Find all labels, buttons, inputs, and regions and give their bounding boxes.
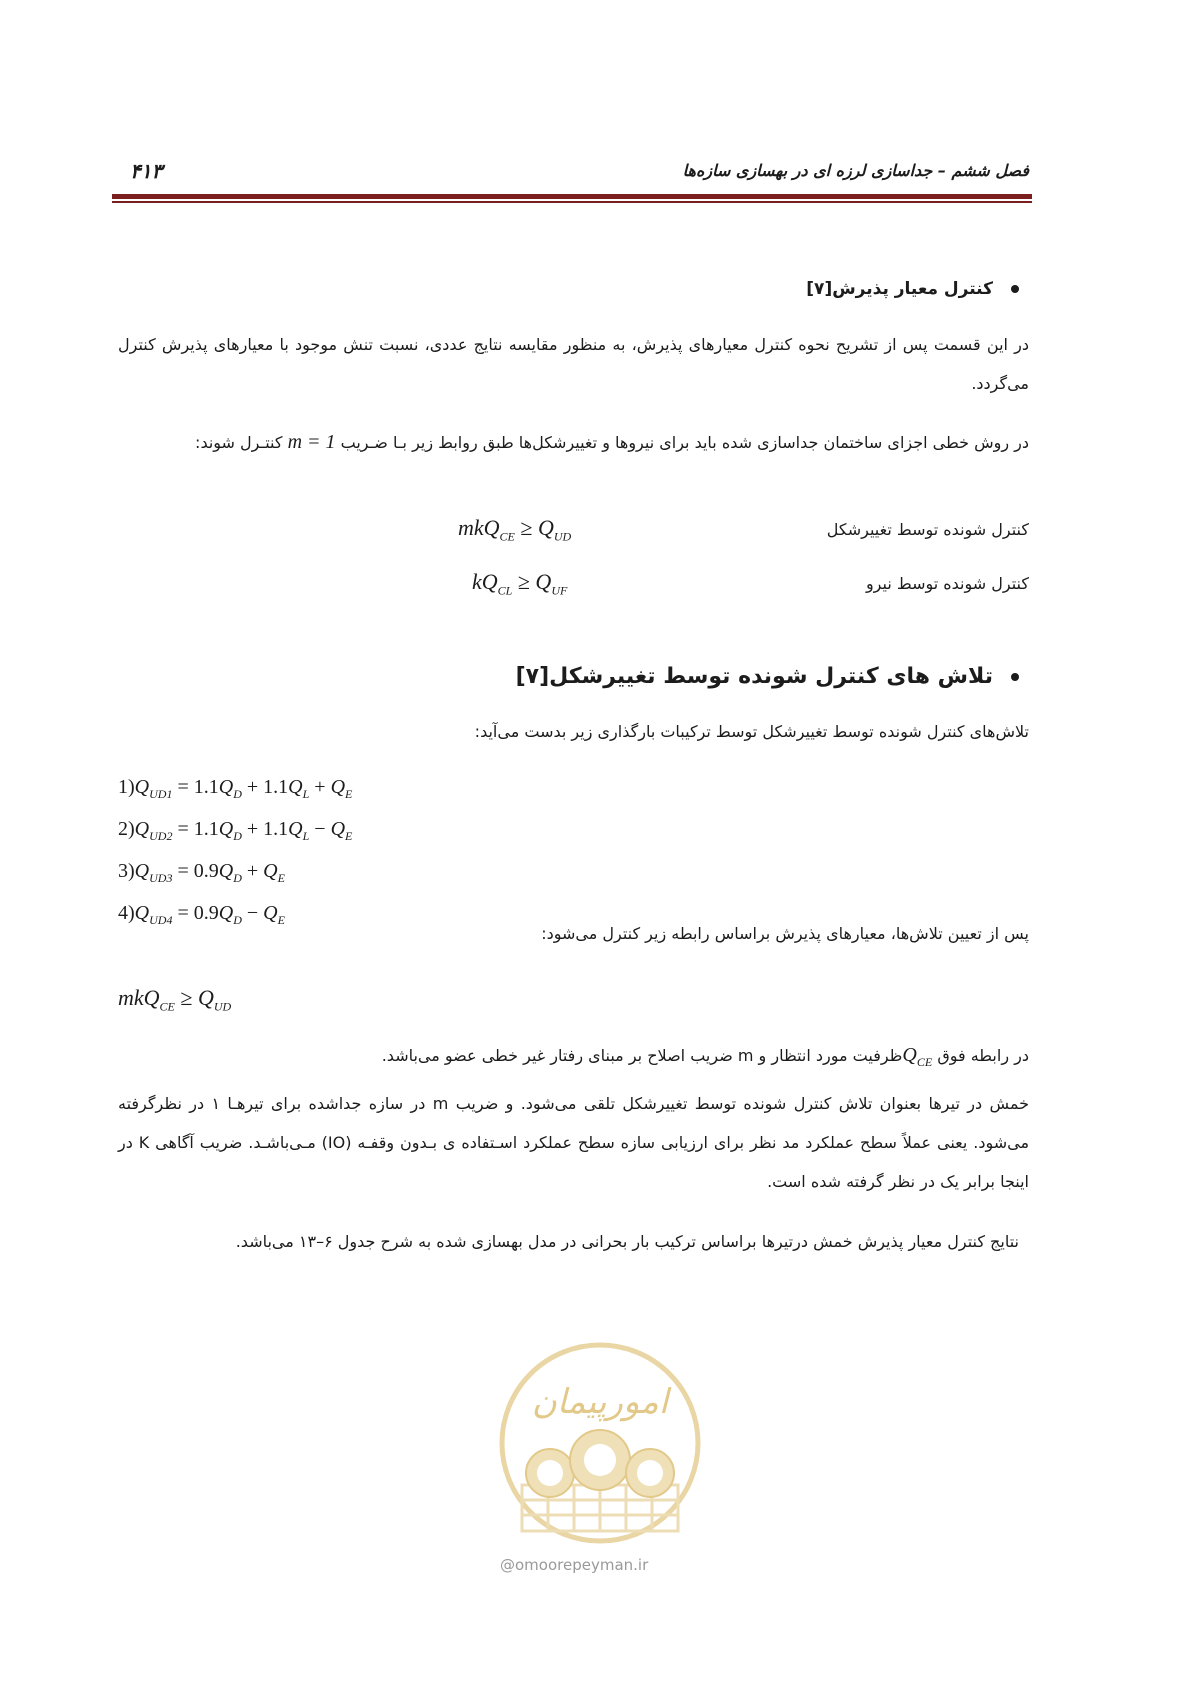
criterion-eq-deformation: $mkQ_{CE} \ge Q_{UD}$ — [458, 515, 572, 544]
header-rule-thick — [112, 194, 1032, 199]
criterion-label-force: کنترل شونده توسط نیرو — [865, 574, 1029, 593]
load-combination-4: $4)Q_{UD4} = 0.9Q_D - Q_E$ — [118, 902, 285, 927]
load-combination-2: $2)Q_{UD2} = 1.1Q_D + 1.1Q_L - Q_E$ — [118, 818, 353, 843]
load-combination-1: $1)Q_{UD1} = 1.1Q_D + 1.1Q_L + Q_E$ — [118, 776, 353, 801]
watermark-logo — [490, 1335, 710, 1550]
acceptance-criterion-eq: $mkQ_{CE} \ge Q_{UD}$ — [118, 985, 232, 1014]
chapter-title: فصل ششم – جداسازی لرزه ای در بهسازی سازه‌ها — [682, 161, 1029, 180]
load-combinations — [118, 770, 352, 938]
bullet-icon — [1011, 285, 1019, 293]
bullet-icon — [1011, 673, 1019, 681]
heading-text: تلاش های کنترل شونده توسط تغییرشکل[۷] — [515, 664, 993, 689]
criterion-label-deformation: کنترل شونده توسط تغییرشکل — [826, 520, 1029, 539]
qce-symbol: $Q_{CE}$ — [902, 1044, 933, 1069]
section-heading-acceptance-criteria — [806, 279, 1019, 299]
paragraph-after-combinations: پس از تعیین تلاش‌ها، معیارهای پذیرش براساس رابطه زیر کنترل می‌شود: — [541, 924, 1029, 943]
load-combination-3: $3)Q_{UD3} = 0.9Q_D + Q_E$ — [118, 860, 285, 885]
header-rule-thin — [112, 201, 1032, 203]
paragraph-linear-method — [118, 423, 1029, 462]
para2-text-after: کنتـرل شوند: — [195, 433, 283, 452]
paragraph-intro: در این قسمت پس از تشریح نحوه کنترل معیارهای پذیرش، به منظور مقایسه نتایج عددی، نسبت تنش موجود با معیارهای پذیرش کنترل می‌گردد. — [118, 335, 1029, 393]
paragraph-beam-flexure: خمش در تیرها بعنوان تلاش کنترل شونده توسط تغییرشکل تلقی می‌شود. و ضریب m در سازه جداشده برای تیرهـا ۱ در نظرگرفته می‌شود. یعنی عملاً سطح عملکرد مد نظر برای ارزیابی سازه سطح عملکرد اسـتفاده ی بـدون وقفـه (IO) مـی‌باشـد. ضریب آگاهی K در اینجا برابر یک در نظر گرفته شده است. — [118, 1094, 1030, 1191]
paragraph-load-combinations-intro: تلاش‌های کنترل شونده توسط تغییرشکل توسط ترکیبات بارگذاری زیر بدست می‌آید: — [474, 722, 1029, 741]
m-equals-one: m = 1 — [287, 431, 336, 453]
heading-text: کنترل معیار پذیرش[۷] — [806, 279, 993, 299]
section-heading-deformation-controlled — [516, 664, 1019, 689]
watermark-logo-text: امورپیمان — [531, 1382, 669, 1422]
criterion-eq-force: $kQ_{CL} \ge Q_{UF}$ — [472, 569, 568, 598]
paragraph-qce-definition: در رابطه فوق $Q_{CE}ظرفیت$ مورد انتظار و m ضریب اصلاح بر مبنای رفتار غیر خطی عضو می‌باشد. — [381, 1044, 1029, 1069]
page-number: ۴۱۳ — [130, 159, 163, 183]
para2-text-before: در روش خطی اجزای ساختمان جداسازی شده باید برای نیروها و تغییرشکل‌ها طبق روابط زیر بـا ضـریب — [340, 433, 1029, 452]
paragraph-results-reference: نتایج کنترل معیار پذیرش خمش درتیرها براساس ترکیب بار بحرانی در مدل بهسازی شده به شرح جدول ۶–۱۳ می‌باشد. — [235, 1232, 1019, 1251]
watermark-url: @omoorepeyman.ir — [500, 1556, 649, 1574]
